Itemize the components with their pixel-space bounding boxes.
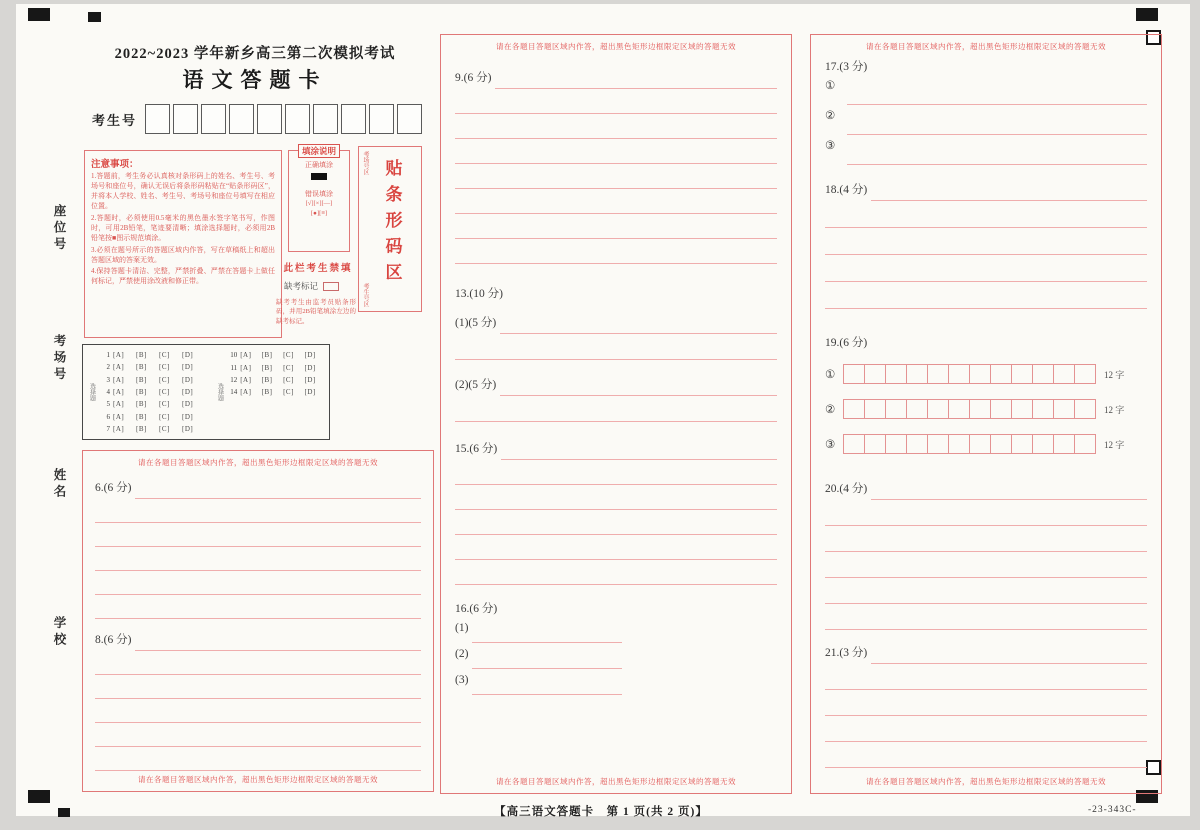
registration-mark bbox=[88, 12, 101, 22]
question-number: 7 bbox=[106, 424, 110, 433]
q19-sub1-row bbox=[825, 362, 1147, 386]
option-c-bubble[interactable]: [C] bbox=[283, 351, 294, 360]
answer-line bbox=[455, 189, 777, 214]
option-c-bubble[interactable]: [C] bbox=[159, 375, 170, 384]
option-c-bubble[interactable]: [C] bbox=[159, 363, 170, 372]
answer-line bbox=[825, 690, 1147, 716]
candidate-digit-box[interactable] bbox=[145, 104, 170, 134]
option-c-bubble[interactable]: [C] bbox=[283, 363, 294, 372]
correct-fill-mark bbox=[311, 173, 327, 180]
choice-row bbox=[98, 423, 214, 435]
sheet-title: 语文答题卡 bbox=[182, 68, 328, 92]
notice-title: 注意事项： bbox=[91, 160, 139, 170]
candidate-digit-box[interactable] bbox=[257, 104, 282, 134]
q8-line bbox=[95, 629, 421, 651]
registration-mark bbox=[58, 808, 70, 817]
answer-line bbox=[95, 547, 421, 571]
q19-sub3-row bbox=[825, 432, 1147, 456]
barcode-area-title: 贴条形码区 bbox=[382, 159, 402, 289]
barcode-area bbox=[358, 146, 422, 312]
option-d-bubble[interactable]: [D] bbox=[304, 375, 316, 384]
option-b-bubble[interactable]: [B] bbox=[136, 375, 147, 384]
option-a-bubble[interactable]: [A] bbox=[113, 412, 125, 421]
q21-answer-lines bbox=[825, 664, 1147, 768]
answer-line bbox=[455, 334, 777, 360]
option-c-bubble[interactable]: [C] bbox=[159, 400, 170, 409]
q15-label: 15.(6 分) bbox=[455, 443, 498, 455]
candidate-digit-box[interactable] bbox=[229, 104, 254, 134]
answer-line bbox=[455, 139, 777, 164]
option-d-bubble[interactable]: [D] bbox=[304, 351, 316, 360]
q17-label: 17.(3 分) bbox=[825, 61, 868, 73]
option-d-bubble[interactable]: [D] bbox=[182, 412, 194, 421]
q18-label: 18.(4 分) bbox=[825, 184, 868, 196]
q15-answer-lines bbox=[455, 460, 777, 585]
footer-form-code: -23-343C- bbox=[1088, 805, 1137, 815]
region-warning: 请在各题目答题区域内作答，超出黑色矩形边框限定区域的答题无效 bbox=[496, 42, 736, 51]
char-count-label: 12 字 bbox=[1104, 369, 1125, 380]
option-b-bubble[interactable]: [B] bbox=[136, 400, 147, 409]
answer-line bbox=[95, 651, 421, 675]
q20-label: 20.(4 分) bbox=[825, 483, 868, 495]
registration-mark bbox=[28, 8, 50, 21]
char-count-label: 12 字 bbox=[1104, 439, 1125, 450]
q13-sub1-line bbox=[455, 312, 777, 334]
question-number: 10 bbox=[230, 351, 238, 360]
answer-line bbox=[847, 105, 1147, 135]
option-a-bubble[interactable]: [A] bbox=[113, 351, 125, 360]
absent-mark-label: 缺考标记 bbox=[284, 281, 319, 291]
edge-label: 姓名 bbox=[52, 468, 66, 501]
choice-row bbox=[98, 398, 214, 410]
option-d-bubble[interactable]: [D] bbox=[304, 388, 316, 397]
choice-row bbox=[98, 349, 214, 361]
option-a-bubble[interactable]: [A] bbox=[240, 388, 252, 397]
fill-guide-title: 填涂说明 bbox=[298, 144, 340, 158]
q16-sub3-label: (3) bbox=[455, 674, 469, 686]
answer-line bbox=[825, 255, 1147, 282]
q6-line bbox=[95, 477, 421, 499]
answer-line bbox=[95, 595, 421, 619]
region-warning: 请在各题目答题区域内作答，超出黑色矩形边框限定区域的答题无效 bbox=[138, 458, 378, 467]
option-b-bubble[interactable]: [B] bbox=[261, 375, 273, 384]
q17-sub1-line bbox=[825, 75, 1147, 105]
absent-mark-box[interactable] bbox=[323, 282, 339, 291]
answer-line bbox=[455, 214, 777, 239]
q20-answer-lines bbox=[825, 500, 1147, 630]
region-warning: 请在各题目答题区域内作答，超出黑色矩形边框限定区域的答题无效 bbox=[496, 777, 736, 786]
option-d-bubble[interactable]: [D] bbox=[182, 387, 194, 396]
option-d-bubble[interactable]: [D] bbox=[182, 400, 194, 409]
q19-sub2-label: ② bbox=[825, 404, 836, 416]
absent-mark-row bbox=[284, 280, 339, 292]
option-d-bubble[interactable]: [D] bbox=[182, 363, 194, 372]
candidate-number-boxes bbox=[145, 104, 422, 134]
choice-row bbox=[226, 349, 326, 361]
q16-sub3-line bbox=[455, 669, 777, 695]
answer-line bbox=[455, 560, 777, 585]
choice-row bbox=[226, 386, 326, 398]
option-a-bubble[interactable]: [A] bbox=[240, 375, 252, 384]
choice-rows-right bbox=[226, 349, 326, 435]
option-b-bubble[interactable]: [B] bbox=[136, 351, 147, 360]
answer-box-right bbox=[810, 34, 1162, 794]
answer-line bbox=[847, 75, 1147, 105]
answer-line bbox=[501, 438, 777, 460]
choice-grid-right-strip: 选择题 bbox=[216, 383, 223, 401]
answer-line bbox=[95, 523, 421, 547]
question-number: 5 bbox=[106, 400, 110, 409]
option-c-bubble[interactable]: [C] bbox=[159, 387, 170, 396]
choice-row bbox=[98, 361, 214, 373]
answer-line bbox=[95, 499, 421, 523]
answer-line bbox=[871, 478, 1147, 500]
q6-answer-lines bbox=[95, 499, 421, 619]
choice-grid bbox=[82, 344, 330, 440]
candidate-digit-box[interactable] bbox=[397, 104, 422, 134]
q21-label: 21.(3 分) bbox=[825, 647, 868, 659]
answer-line bbox=[495, 67, 777, 89]
candidate-digit-box[interactable] bbox=[341, 104, 366, 134]
exam-title: 2022~2023 学年新乡高三第二次模拟考试 bbox=[114, 46, 396, 62]
question-number: 1 bbox=[106, 351, 110, 360]
q9-label: 9.(6 分) bbox=[455, 72, 492, 84]
answer-line bbox=[825, 664, 1147, 690]
choice-row bbox=[98, 410, 214, 422]
option-a-bubble[interactable]: [A] bbox=[240, 363, 252, 372]
option-b-bubble[interactable]: [B] bbox=[261, 351, 273, 360]
option-a-bubble[interactable]: [A] bbox=[113, 387, 125, 396]
registration-mark bbox=[28, 790, 50, 803]
answer-line bbox=[455, 164, 777, 189]
edge-label: 座位号 bbox=[52, 204, 66, 254]
option-d-bubble[interactable]: [D] bbox=[182, 375, 194, 384]
q17-sub3-label: ③ bbox=[825, 140, 836, 152]
candidate-digit-box[interactable] bbox=[369, 104, 394, 134]
answer-box-left bbox=[82, 450, 434, 792]
option-b-bubble[interactable]: [B] bbox=[136, 412, 147, 421]
q18-answer-lines bbox=[825, 201, 1147, 309]
candidate-digit-box[interactable] bbox=[201, 104, 226, 134]
q17-sub1-label: ① bbox=[825, 80, 836, 92]
answer-line bbox=[825, 604, 1147, 630]
answer-line bbox=[825, 552, 1147, 578]
forbid-label: 此栏考生禁填 bbox=[283, 264, 353, 274]
char-grid[interactable] bbox=[843, 364, 1096, 384]
answer-line bbox=[825, 500, 1147, 526]
answer-line bbox=[455, 89, 777, 114]
answer-line bbox=[825, 716, 1147, 742]
fill-guide-box bbox=[288, 146, 350, 252]
answer-line bbox=[455, 460, 777, 485]
q17-sub3-line bbox=[825, 135, 1147, 165]
answer-line bbox=[825, 282, 1147, 309]
wrong-fill-samples: [●][≡] bbox=[310, 209, 328, 217]
candidate-digit-box[interactable] bbox=[173, 104, 198, 134]
char-grid[interactable] bbox=[843, 399, 1096, 419]
candidate-number-label: 考生号 bbox=[92, 112, 138, 128]
answer-line bbox=[455, 114, 777, 139]
wrong-fill-samples: [√][×][—] bbox=[305, 200, 333, 207]
q21-line bbox=[825, 642, 1147, 664]
answer-line bbox=[95, 747, 421, 771]
option-c-bubble[interactable]: [C] bbox=[159, 351, 170, 360]
answer-line bbox=[825, 742, 1147, 768]
q9-line bbox=[455, 67, 777, 89]
option-b-bubble[interactable]: [B] bbox=[136, 363, 147, 372]
choice-row bbox=[226, 374, 326, 386]
q18-line bbox=[825, 179, 1147, 201]
answer-line bbox=[825, 228, 1147, 255]
option-d-bubble[interactable]: [D] bbox=[304, 363, 316, 372]
option-b-bubble[interactable]: [B] bbox=[261, 363, 273, 372]
question-number: 4 bbox=[106, 387, 110, 396]
option-c-bubble[interactable]: [C] bbox=[283, 375, 294, 384]
q16-sub2-label: (2) bbox=[455, 648, 469, 660]
q8-answer-lines bbox=[95, 651, 421, 771]
q16-sub1-line bbox=[455, 617, 777, 643]
notice-item: 2.答题时，必须使用0.5毫米的黑色墨水签字笔书写，作图时，可用2B铅笔，笔迹要清晰；填涂选择题时，必须用2B铅笔按■图示规范填涂。 bbox=[91, 213, 275, 242]
option-a-bubble[interactable]: [A] bbox=[113, 424, 125, 433]
choice-row bbox=[226, 361, 326, 373]
answer-line bbox=[455, 396, 777, 422]
q19-label: 19.(6 分) bbox=[825, 337, 868, 349]
answer-box-middle bbox=[440, 34, 792, 794]
answer-line bbox=[472, 617, 622, 643]
choice-rows-left bbox=[98, 349, 214, 435]
question-number: 3 bbox=[106, 375, 110, 384]
answer-line bbox=[455, 485, 777, 510]
answer-line bbox=[847, 135, 1147, 165]
edge-label: 学校 bbox=[52, 616, 66, 649]
option-a-bubble[interactable]: [A] bbox=[240, 351, 252, 360]
question-number: 11 bbox=[230, 363, 238, 372]
q17-sub2-label: ② bbox=[825, 110, 836, 122]
q13-label: 13.(10 分) bbox=[455, 288, 503, 300]
answer-line bbox=[135, 629, 421, 651]
option-d-bubble[interactable]: [D] bbox=[182, 351, 194, 360]
option-b-bubble[interactable]: [B] bbox=[136, 424, 147, 433]
q16-sub2-line bbox=[455, 643, 777, 669]
char-count-label: 12 字 bbox=[1104, 404, 1125, 415]
answer-sheet bbox=[16, 4, 1190, 816]
answer-line bbox=[95, 723, 421, 747]
answer-line bbox=[135, 477, 421, 499]
q16-sub1-label: (1) bbox=[455, 622, 469, 634]
notice-box bbox=[84, 150, 282, 338]
correct-fill-label: 正确填涂 bbox=[305, 161, 333, 169]
barcode-side-label: 考场号区 bbox=[362, 151, 368, 175]
q20-line bbox=[825, 478, 1147, 500]
footer-title: 【高三语文答题卡 第 1 页(共 2 页)】 bbox=[494, 806, 708, 818]
q19-sub2-row bbox=[825, 397, 1147, 421]
answer-line bbox=[472, 643, 622, 669]
answer-line bbox=[455, 239, 777, 264]
q19-sub1-label: ① bbox=[825, 369, 836, 381]
question-number: 14 bbox=[230, 388, 238, 397]
option-a-bubble[interactable]: [A] bbox=[113, 363, 125, 372]
absent-note: 缺考考生由监考员贴条形码，并用2B铅笔填涂左边的缺考标记。 bbox=[276, 299, 356, 325]
choice-row bbox=[98, 386, 214, 398]
option-c-bubble[interactable]: [C] bbox=[283, 388, 294, 397]
q15-line bbox=[455, 438, 777, 460]
choice-grid-left-strip: 选择题 bbox=[88, 383, 95, 401]
region-warning: 请在各题目答题区域内作答，超出黑色矩形边框限定区域的答题无效 bbox=[866, 777, 1106, 786]
option-c-bubble[interactable]: [C] bbox=[159, 424, 170, 433]
q16-label: 16.(6 分) bbox=[455, 603, 498, 615]
q8-label: 8.(6 分) bbox=[95, 634, 132, 646]
registration-mark bbox=[1136, 8, 1158, 21]
option-a-bubble[interactable]: [A] bbox=[113, 400, 125, 409]
region-warning: 请在各题目答题区域内作答，超出黑色矩形边框限定区域的答题无效 bbox=[866, 42, 1106, 51]
option-a-bubble[interactable]: [A] bbox=[113, 375, 125, 384]
answer-line bbox=[825, 526, 1147, 552]
answer-line bbox=[825, 201, 1147, 228]
answer-line bbox=[95, 699, 421, 723]
answer-line bbox=[825, 578, 1147, 604]
candidate-digit-box[interactable] bbox=[285, 104, 310, 134]
q13-sub2-line bbox=[455, 374, 777, 396]
barcode-side-label: 考生号区 bbox=[362, 283, 368, 307]
option-b-bubble[interactable]: [B] bbox=[261, 388, 273, 397]
choice-row bbox=[98, 374, 214, 386]
notice-item: 4.保持答题卡清洁、完整，严禁折叠、严禁在答题卡上做任何标记，严禁使用涂改液和修正带。 bbox=[91, 267, 275, 286]
answer-line bbox=[455, 510, 777, 535]
candidate-digit-box[interactable] bbox=[313, 104, 338, 134]
option-b-bubble[interactable]: [B] bbox=[136, 387, 147, 396]
answer-line bbox=[95, 675, 421, 699]
q19-sub3-label: ③ bbox=[825, 439, 836, 451]
answer-line bbox=[871, 179, 1147, 201]
q17-sub2-line bbox=[825, 105, 1147, 135]
q13-sub1-label: (1)(5 分) bbox=[455, 317, 497, 329]
notice-items bbox=[91, 172, 275, 287]
candidate-number-row bbox=[92, 104, 422, 134]
answer-line bbox=[455, 535, 777, 560]
option-d-bubble[interactable]: [D] bbox=[182, 424, 194, 433]
option-c-bubble[interactable]: [C] bbox=[159, 412, 170, 421]
notice-item: 1.答题前，考生务必认真核对条形码上的姓名、考生号、考场号和座位号，确认无误后将条形码粘贴在“贴条形码区”，并将本人学校、姓名、考生号、考场号和座位号填写在相应位置。 bbox=[91, 172, 275, 210]
q13-sub2-label: (2)(5 分) bbox=[455, 379, 497, 391]
answer-line bbox=[472, 669, 622, 695]
answer-line bbox=[95, 571, 421, 595]
edge-label: 考场号 bbox=[52, 334, 66, 384]
region-warning: 请在各题目答题区域内作答，超出黑色矩形边框限定区域的答题无效 bbox=[138, 775, 378, 784]
char-grid[interactable] bbox=[843, 434, 1096, 454]
q9-answer-lines bbox=[455, 89, 777, 264]
question-number: 2 bbox=[106, 363, 110, 372]
wrong-fill-label: 错误填涂 bbox=[305, 190, 333, 198]
answer-line bbox=[500, 374, 777, 396]
notice-item: 3.必须在题号所示的答题区域内作答，写在草稿纸上和超出答题区域的答案无效。 bbox=[91, 245, 275, 264]
question-number: 12 bbox=[230, 375, 238, 384]
q6-label: 6.(6 分) bbox=[95, 482, 132, 494]
answer-line bbox=[871, 642, 1147, 664]
question-number: 6 bbox=[106, 412, 110, 421]
answer-line bbox=[500, 312, 777, 334]
